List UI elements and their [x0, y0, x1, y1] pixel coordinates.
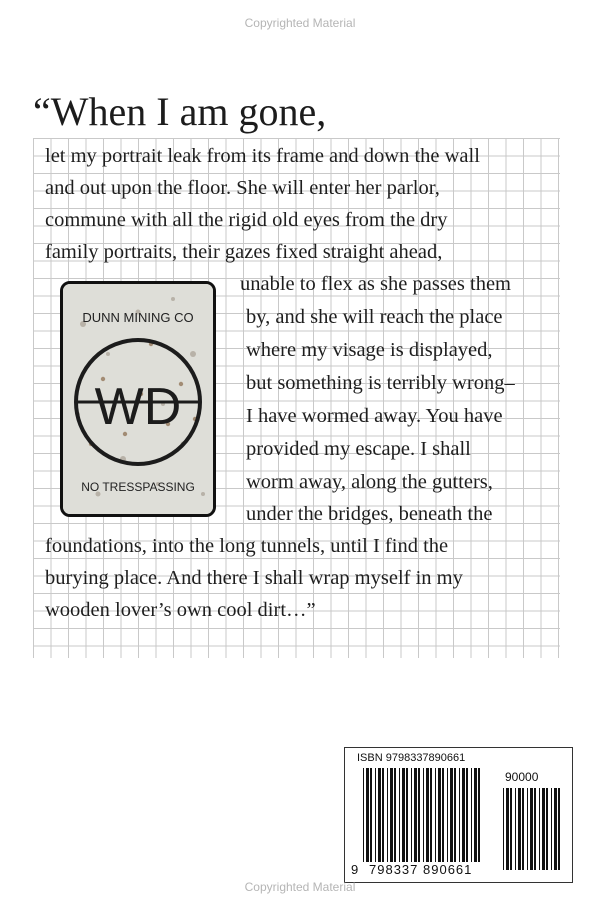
quote-line: burying place. And there I shall wrap myself in my: [45, 567, 463, 589]
copyright-watermark-top: Copyrighted Material: [244, 16, 356, 30]
barcode-bar: [478, 768, 480, 862]
barcode-bar: [390, 768, 393, 862]
quote-line: wooden lover’s own cool dirt…”: [45, 599, 316, 621]
barcode-bar: [518, 788, 521, 870]
barcode-bar: [366, 768, 369, 862]
barcode-bar: [378, 768, 381, 862]
barcode-bar: [442, 768, 444, 862]
barcode-bar: [522, 788, 524, 870]
barcode-bar: [539, 788, 540, 870]
isbn-digit-lead: 9: [351, 862, 360, 877]
barcode-bar: [438, 768, 441, 862]
sign-top-text: DUNN MINING CO: [82, 310, 194, 325]
barcode-bar: [466, 768, 468, 862]
barcode-bar: [558, 788, 560, 870]
quote-line: worm away, along the gutters,: [246, 471, 493, 493]
price-code: 90000: [505, 770, 539, 784]
barcode-bar: [459, 768, 460, 862]
barcode-bar: [450, 768, 453, 862]
sign-bottom-text: NO TRESSPASSING: [81, 480, 195, 494]
barcode-bar: [399, 768, 400, 862]
quote-line: but something is terribly wrong–: [246, 372, 515, 394]
barcode-bar: [387, 768, 388, 862]
isbn-digit-group-1: 798337: [369, 862, 419, 877]
quote-line: unable to flex as she passes them: [240, 273, 511, 295]
barcode-bar: [474, 768, 477, 862]
barcode-bar: [506, 788, 509, 870]
barcode-bar: [363, 768, 364, 862]
barcode-bar: [423, 768, 424, 862]
quote-line: I have wormed away. You have: [246, 405, 503, 427]
quote-line: let my portrait leak from its frame and down the wall: [45, 145, 480, 167]
quote-line: where my visage is displayed,: [246, 339, 493, 361]
barcode-bar: [510, 788, 512, 870]
barcode-bar: [370, 768, 372, 862]
quote-line: by, and she will reach the place: [246, 306, 503, 328]
barcode-bar: [418, 768, 420, 862]
barcode-bar: [534, 788, 536, 870]
barcode-bar: [435, 768, 436, 862]
barcode-bar: [406, 768, 408, 862]
quote-line: family portraits, their gazes fixed straight ahead,: [45, 241, 443, 263]
quote-line: provided my escape. I shall: [246, 438, 471, 460]
quote-line: under the bridges, beneath the: [246, 503, 493, 525]
sign-illustration: [63, 284, 213, 514]
quote-line: and out upon the floor. She will enter her parlor,: [45, 177, 440, 199]
barcode-bar: [542, 788, 545, 870]
isbn-label: ISBN 9798337890661: [357, 752, 466, 764]
barcode-bar: [430, 768, 432, 862]
isbn-barcode-box: [344, 747, 573, 883]
barcode-bar: [454, 768, 456, 862]
barcode-bar: [411, 768, 412, 862]
no-trespassing-sign-image: [60, 281, 216, 517]
barcode-bar: [554, 788, 557, 870]
barcode-bar: [402, 768, 405, 862]
barcode-bar: [447, 768, 448, 862]
barcode-bar: [382, 768, 384, 862]
barcode-bar: [462, 768, 465, 862]
quote-line: commune with all the rigid old eyes from the dry: [45, 209, 448, 231]
barcode-bar: [471, 768, 472, 862]
barcode-bar: [515, 788, 516, 870]
barcode-bar: [375, 768, 376, 862]
barcode-bar: [503, 788, 504, 870]
barcode-bar: [394, 768, 396, 862]
sign-logo-text: WD: [94, 378, 182, 436]
copyright-watermark-bottom: Copyrighted Material: [244, 880, 356, 894]
barcode-bar: [426, 768, 429, 862]
barcode-bar: [530, 788, 533, 870]
isbn-digit-group-2: 890661: [423, 862, 473, 877]
barcode-bar: [527, 788, 528, 870]
barcode-bar: [414, 768, 417, 862]
quote-line: foundations, into the long tunnels, until I find the: [45, 535, 449, 557]
quote-headline: “When I am gone,: [33, 89, 327, 134]
barcode-bar: [546, 788, 548, 870]
barcode-bar: [551, 788, 552, 870]
